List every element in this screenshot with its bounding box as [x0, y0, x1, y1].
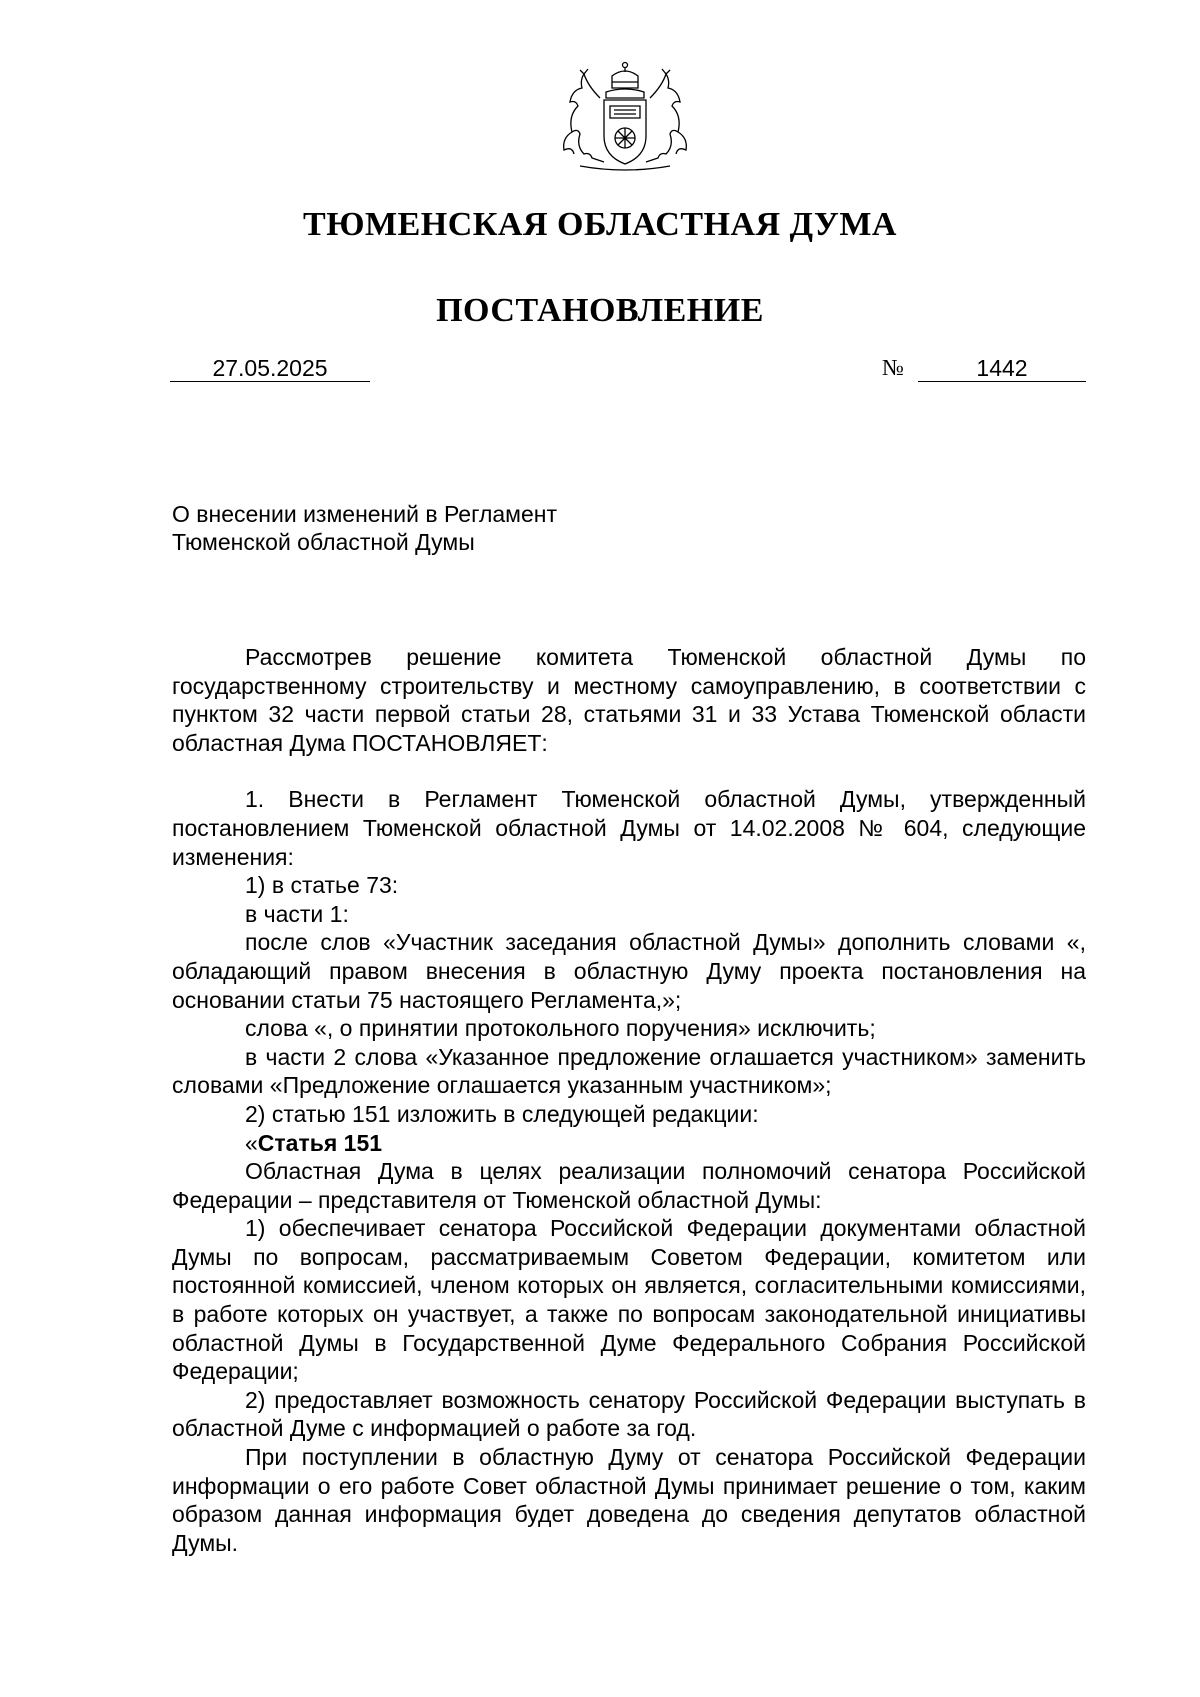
subject-line-2: Тюменской областной Думы	[172, 529, 475, 555]
tyumen-region-coat-of-arms-icon	[550, 58, 700, 174]
body-paragraph: При поступлении в областную Думу от сенатора Российской Федерации информации о его работе Совет областной Думы принимает решение о том, каким образом данная информация будет доведена до сведения депутатов областной Думы.	[172, 1444, 1086, 1556]
body-paragraph: Областная Дума в целях реализации полномочий сенатора Российской Федерации – представителя от Тюменской областной Думы:	[172, 1158, 1086, 1213]
body-paragraph: после слов «Участник заседания областной Думы» дополнить словами «, обладающий правом внесения в областную Думу проекта постановления на основании статьи 75 настоящего Регламента,»;	[172, 929, 1086, 1013]
opening-quote: «	[245, 1129, 258, 1156]
body-paragraph: в части 1:	[245, 900, 349, 927]
number-sign: №	[882, 355, 904, 380]
document-number: 1442	[918, 355, 1086, 382]
document-type: ПОСТАНОВЛЕНИЕ	[436, 292, 764, 329]
body-paragraph: 2) предоставляет возможность сенатору Российской Федерации выступать в областной Думе с информацией о работе за год.	[172, 1386, 1086, 1442]
body-paragraph: в части 2 слова «Указанное предложение оглашается участником» заменить словами «Предложение оглашается указанным участником»;	[172, 1043, 1086, 1099]
body-paragraph: 2) статью 151 изложить в следующей редакции:	[245, 1100, 759, 1127]
subject-line-1: О внесении изменений в Регламент	[172, 501, 558, 527]
document-body	[172, 643, 1086, 1557]
document-subject	[172, 500, 732, 556]
body-paragraph: 1) в статье 73:	[245, 872, 399, 899]
body-paragraph: 1) обеспечивает сенатора Российской Федерации документами областной Думы по вопросам, рассматриваемым Советом Федерации, комитетом или постоянной комиссией, членом которых он является, согласительными комиссиями, в работе которых он участвует, а также по вопросам законодательной инициативы областной Думы в Государственной Думе Федерального Собрания Российской Федерации;	[172, 1215, 1086, 1385]
article-heading: Статья 151	[257, 1129, 383, 1156]
preamble-paragraph: Рассмотрев решение комитета Тюменской областной Думы по государственному строительству и местному самоуправлению, в соответствии с пунктом 32 части первой статьи 28, статьями 31 и 33 Устава Тюменской области областная Дума ПОСТАНОВЛЯЕТ:	[172, 644, 1086, 756]
document-date: 27.05.2025	[170, 355, 370, 382]
body-paragraph: 1. Внести в Регламент Тюменской областной Думы, утвержденный постановлением Тюменской областной Думы от 14.02.2008 № 604, следующие изменения:	[172, 786, 1086, 870]
organization-name: ТЮМЕНСКАЯ ОБЛАСТНАЯ ДУМА	[303, 206, 897, 243]
body-paragraph: слова «, о принятии протокольного поручения» исключить;	[245, 1015, 876, 1042]
article-heading-paragraph	[172, 1129, 1086, 1158]
